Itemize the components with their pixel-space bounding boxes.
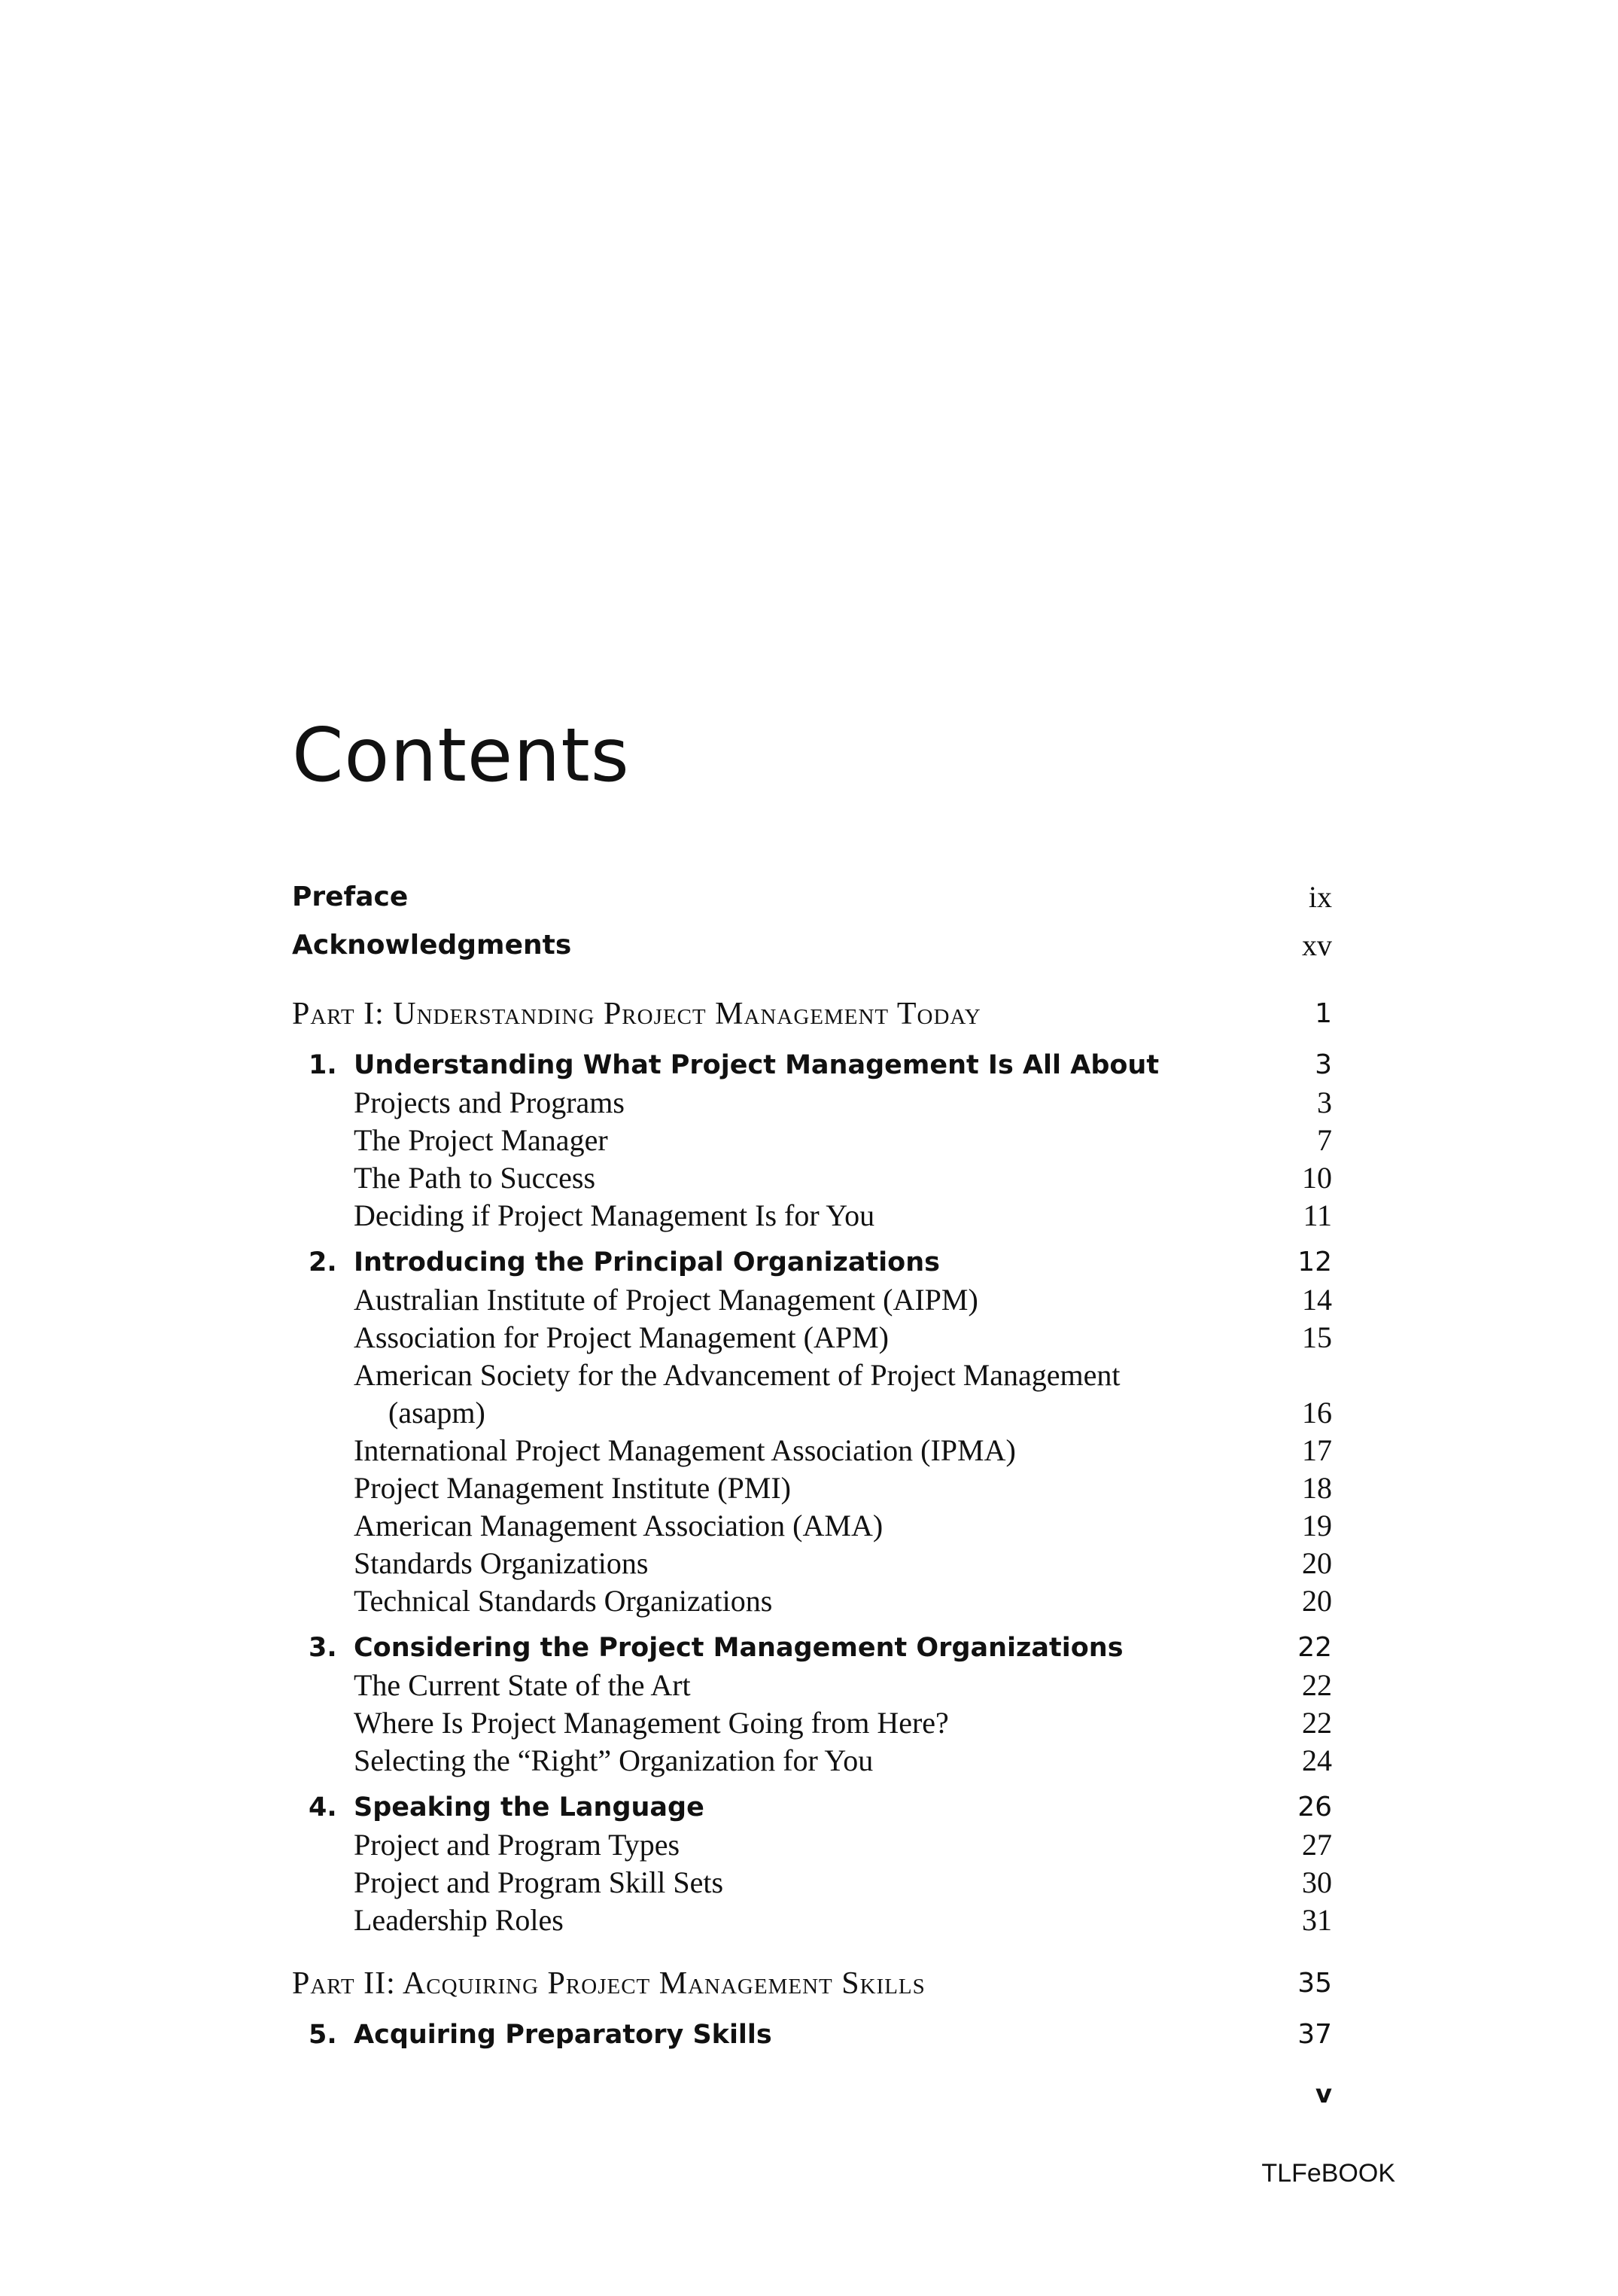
toc-section[interactable] [292, 1507, 1332, 1545]
toc-section-title: The Path to Success [354, 1161, 596, 1195]
toc-chapter-number: 5. [309, 2020, 337, 2050]
toc-entry-preface[interactable] [292, 873, 1332, 921]
toc-page-number: 11 [1303, 1198, 1332, 1232]
toc-section-title: Project and Program Skill Sets [354, 1865, 724, 1899]
toc-chapter-title: Acquiring Preparatory Skills [354, 2020, 772, 2050]
toc-page-number: 1 [1315, 998, 1332, 1029]
toc-section[interactable] [292, 1667, 1332, 1704]
toc-section-title: American Society for the Advancement of Project Management [354, 1358, 1121, 1392]
toc-section-continuation[interactable] [292, 1394, 1332, 1432]
toc-part-1[interactable] [292, 991, 1332, 1037]
toc-page-number: 10 [1302, 1161, 1332, 1195]
toc-page-number: 12 [1297, 1247, 1332, 1277]
toc-page-number: 19 [1302, 1509, 1332, 1542]
toc-section[interactable] [292, 1319, 1332, 1357]
toc-page-number: 3 [1317, 1086, 1332, 1119]
toc-section[interactable] [292, 1084, 1332, 1122]
toc-entry-acknowledgments[interactable] [292, 921, 1332, 970]
toc-page-number: 18 [1302, 1471, 1332, 1505]
toc-chapter-title: Considering the Project Management Organizations [354, 1633, 1124, 1663]
toc-section-title: Association for Project Management (APM) [354, 1320, 889, 1354]
toc-chapter-number: 1. [309, 1050, 337, 1080]
toc-section[interactable] [292, 1826, 1332, 1864]
toc-section-title: Deciding if Project Management Is for You [354, 1198, 875, 1232]
toc-page-number: ix [1308, 880, 1332, 914]
toc-entry-title: Preface [292, 882, 409, 912]
toc-section[interactable] [292, 1159, 1332, 1197]
toc-section-title: (asapm) [388, 1396, 485, 1430]
toc-section-title: Australian Institute of Project Management (AIPM) [354, 1283, 978, 1317]
toc-chapter-1[interactable] [292, 1046, 1332, 1084]
toc-chapter-5[interactable] [292, 2016, 1332, 2054]
toc-entry-title: Acknowledgments [292, 930, 572, 961]
toc-page-number: 22 [1302, 1668, 1332, 1702]
toc-page-number: 20 [1302, 1546, 1332, 1580]
toc-section-title: The Current State of the Art [354, 1668, 691, 1702]
toc-section-title: Projects and Programs [354, 1086, 625, 1119]
toc-page-number: 31 [1302, 1903, 1332, 1937]
toc-chapter-4[interactable] [292, 1789, 1332, 1826]
toc-section[interactable] [292, 1902, 1332, 1939]
toc-chapter-number: 4. [309, 1792, 337, 1822]
toc-page-number: 22 [1302, 1706, 1332, 1740]
toc-section[interactable] [292, 1281, 1332, 1319]
toc-section[interactable] [292, 1864, 1332, 1902]
toc-page-number: 35 [1297, 1968, 1332, 1999]
toc-section[interactable] [292, 1122, 1332, 1159]
toc-page-number: 7 [1317, 1123, 1332, 1157]
toc-part-title: Part I: Understanding Project Management Today [292, 997, 981, 1031]
toc-chapter-title: Understanding What Project Management Is All About [354, 1050, 1160, 1080]
toc-section-title: The Project Manager [354, 1123, 608, 1157]
page-title: Contents [292, 713, 630, 799]
toc-page-number: 3 [1315, 1049, 1332, 1080]
toc-section-title: International Project Management Association (IPMA) [354, 1433, 1016, 1467]
watermark: TLFeBOOK [1261, 2159, 1395, 2188]
toc-page-number: 16 [1302, 1396, 1332, 1430]
toc-chapter-number: 2. [309, 1247, 337, 1277]
toc-page-number: 17 [1302, 1433, 1332, 1467]
toc-section-title: Project and Program Types [354, 1828, 680, 1862]
toc-chapter-title: Speaking the Language [354, 1792, 704, 1822]
toc-section[interactable] [292, 1469, 1332, 1507]
toc-section[interactable] [292, 1197, 1332, 1235]
page-folio: v [1315, 2079, 1332, 2109]
toc-page-number: 37 [1297, 2019, 1332, 2050]
toc-section[interactable] [292, 1545, 1332, 1582]
toc-chapter-2[interactable] [292, 1244, 1332, 1281]
toc-part-2[interactable] [292, 1960, 1332, 2007]
toc-page-number: 24 [1302, 1743, 1332, 1777]
toc-section-title: American Management Association (AMA) [354, 1509, 884, 1542]
toc-page-number: 15 [1302, 1320, 1332, 1354]
table-of-contents [292, 873, 1332, 2054]
toc-section-title: Project Management Institute (PMI) [354, 1471, 791, 1505]
toc-page-number: xv [1302, 928, 1332, 962]
toc-page-number: 27 [1302, 1828, 1332, 1862]
toc-section[interactable] [292, 1742, 1332, 1780]
toc-section-title: Standards Organizations [354, 1546, 649, 1580]
toc-chapter-3[interactable] [292, 1629, 1332, 1667]
toc-chapter-number: 3. [309, 1633, 337, 1663]
toc-section[interactable] [292, 1432, 1332, 1469]
toc-page-number: 20 [1302, 1584, 1332, 1618]
toc-section[interactable] [292, 1582, 1332, 1620]
toc-part-title: Part II: Acquiring Project Management Skills [292, 1966, 926, 2001]
toc-section-title: Selecting the “Right” Organization for You [354, 1743, 874, 1777]
toc-section-title: Leadership Roles [354, 1903, 564, 1937]
toc-page-number: 26 [1297, 1792, 1332, 1822]
toc-page-number: 14 [1302, 1283, 1332, 1317]
toc-page-number: 30 [1302, 1865, 1332, 1899]
toc-page-number: 22 [1297, 1632, 1332, 1663]
toc-section-title: Where Is Project Management Going from Here? [354, 1706, 949, 1740]
toc-chapter-title: Introducing the Principal Organizations [354, 1247, 940, 1277]
toc-section-title: Technical Standards Organizations [354, 1584, 773, 1618]
toc-section[interactable] [292, 1357, 1332, 1394]
toc-section[interactable] [292, 1704, 1332, 1742]
